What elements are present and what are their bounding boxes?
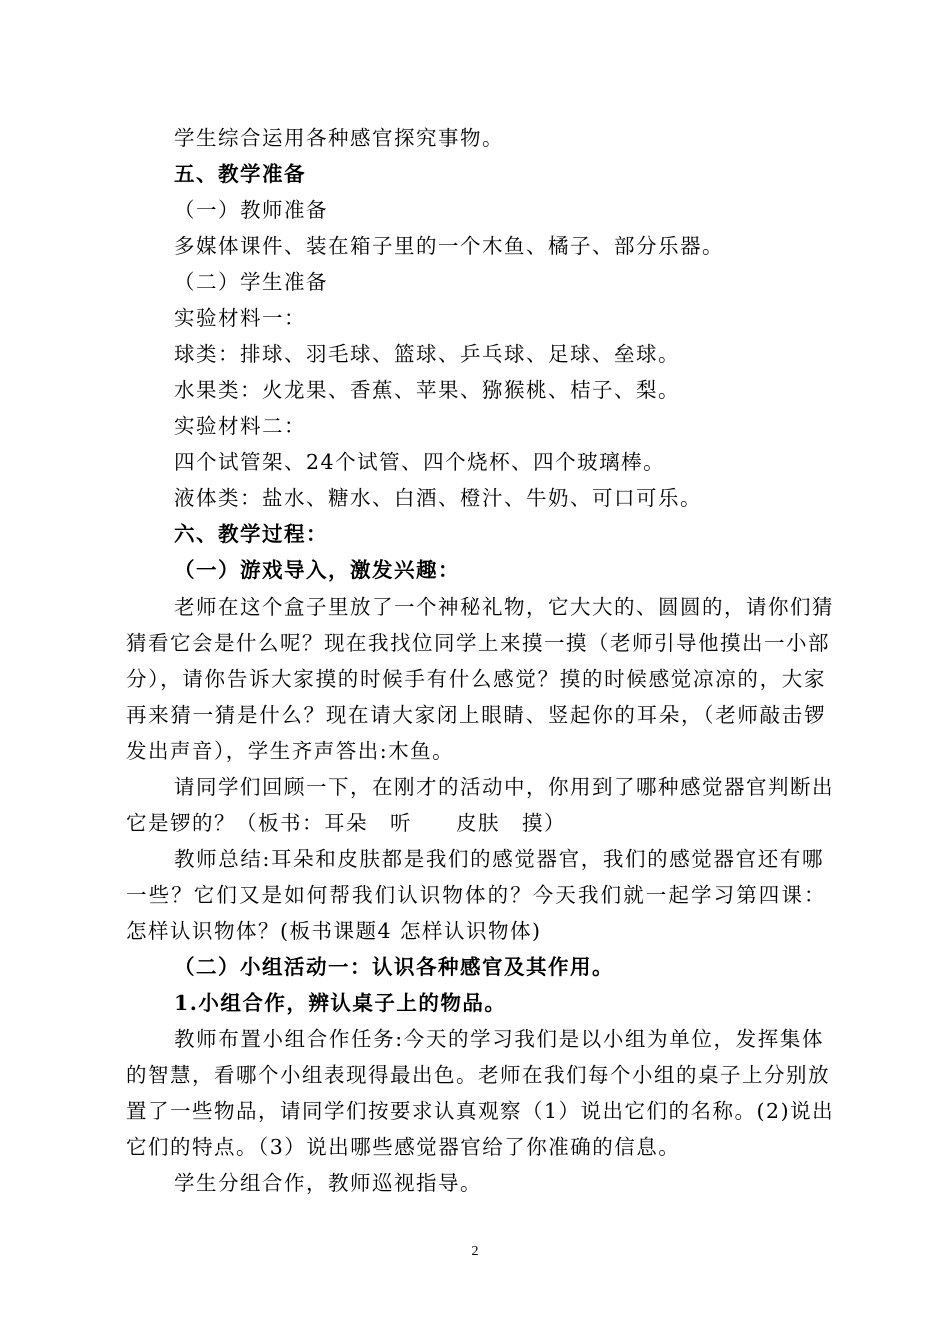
subsection-heading: （一）游戏导入，激发兴趣： <box>174 558 460 582</box>
page-number: 2 <box>471 1244 479 1259</box>
text-line: 实验材料二： <box>174 414 306 438</box>
paragraph-line: 的智慧，看哪个小组表现得最出色。老师在我们每个小组的桌子上分别放 <box>126 1063 830 1087</box>
paragraph-line: 怎样认识物体？(板书课题4 怎样认识物体) <box>126 919 542 943</box>
subsection-heading: （一）教师准备 <box>174 198 328 222</box>
subsection-heading: （二）学生准备 <box>174 270 328 294</box>
paragraph-line: 老师在这个盒子里放了一个神秘礼物，它大大的、圆圆的，请你们猜 <box>174 595 834 619</box>
paragraph-line: 猜看它会是什么呢？现在我找位同学上来摸一摸（老师引导他摸出一小部 <box>126 631 830 655</box>
section-heading: 六、教学过程： <box>174 522 328 546</box>
paragraph-line: 分），请你告诉大家摸的时候手有什么感觉？摸的时候感觉凉凉的，大家 <box>126 667 826 691</box>
paragraph-line: 教师总结:耳朵和皮肤都是我们的感觉器官，我们的感觉器官还有哪 <box>174 847 824 871</box>
text-line: 液体类：盐水、糖水、白酒、橙汁、牛奶、可口可乐。 <box>174 486 702 510</box>
paragraph-line: 它们的特点。（3）说出哪些感觉器官给了你准确的信息。 <box>126 1135 681 1159</box>
text-line: 学生综合运用各种感官探究事物。 <box>174 126 504 150</box>
text-line: 四个试管架、24个试管、四个烧杯、四个玻璃棒。 <box>174 450 666 474</box>
paragraph-line: 置了一些物品，请同学们按要求认真观察（1）说出它们的名称。(2)说出 <box>126 1099 835 1123</box>
paragraph-line: 学生分组合作，教师巡视指导。 <box>174 1171 482 1195</box>
text-line: 球类：排球、羽毛球、篮球、乒乓球、足球、垒球。 <box>174 342 680 366</box>
paragraph-line: 它是锣的？（板书：耳朵 听 皮肤 摸） <box>126 811 566 835</box>
paragraph-line: 再来猜一猜是什么？现在请大家闭上眼睛、竖起你的耳朵，（老师敲击锣 <box>126 703 826 727</box>
text-line: 多媒体课件、装在箱子里的一个木鱼、橘子、部分乐器。 <box>174 234 724 258</box>
section-heading: 五、教学准备 <box>174 162 306 186</box>
text-line: 水果类：火龙果、香蕉、苹果、猕猴桃、桔子、梨。 <box>174 378 680 402</box>
numbered-heading: 1.小组合作，辨认桌子上的物品。 <box>174 991 507 1015</box>
subsection-heading: （二）小组活动一：认识各种感官及其作用。 <box>174 955 614 979</box>
paragraph-line: 一些？它们又是如何帮我们认识物体的？今天我们就一起学习第四课： <box>126 883 826 907</box>
paragraph-line: 发出声音），学生齐声答出:木鱼。 <box>126 739 455 763</box>
paragraph-line: 请同学们回顾一下，在刚才的活动中，你用到了哪种感觉器官判断出 <box>174 775 834 799</box>
text-line: 实验材料一： <box>174 306 306 330</box>
paragraph-line: 教师布置小组合作任务:今天的学习我们是以小组为单位，发挥集体 <box>174 1027 824 1051</box>
